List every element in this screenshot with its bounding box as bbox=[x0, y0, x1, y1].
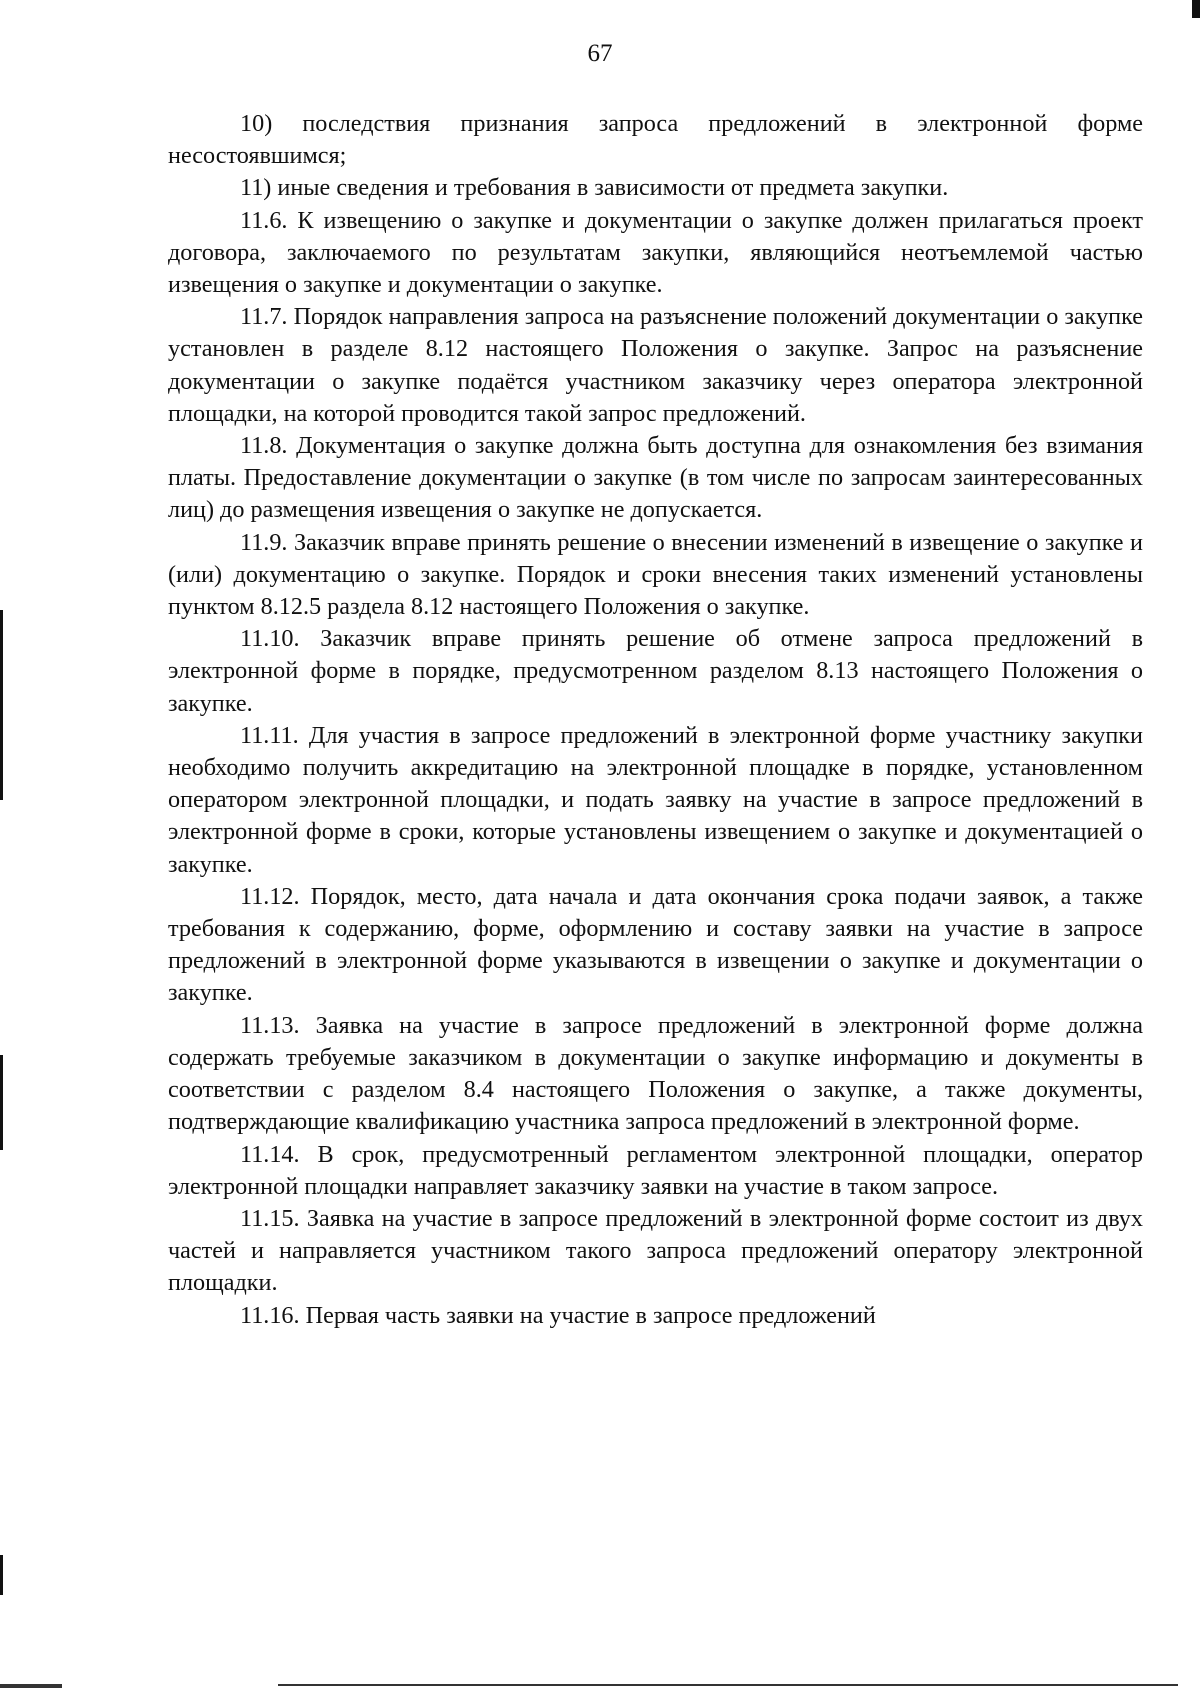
clause-11-15: 11.15. Заявка на участие в запросе предложений в электронной форме состоит из двух частей и направляется участником такого запроса предложений оператору электронной площадки. bbox=[168, 1204, 1143, 1297]
list-item-11: 11) иные сведения и требования в зависимости от предмета закупки. bbox=[240, 174, 949, 202]
document-body bbox=[168, 108, 1143, 1332]
clause-11-16: 11.16. Первая часть заявки на участие в запросе предложений bbox=[240, 1301, 876, 1329]
clause-11-13: 11.13. Заявка на участие в запросе предложений в электронной форме должна содержать требуемые заказчиком в документации о закупке информацию и документы в соответствии с разделом 8.4 настоящего Положения о закупке, а также документы, подтверждающие квалификацию участника запроса предложений в электронной форме. bbox=[168, 1011, 1143, 1136]
clause-11-10: 11.10. Заказчик вправе принять решение об отмене запроса предложений в электронной форме в порядке, предусмотренном разделом 8.13 настоящего Положения о закупке. bbox=[168, 625, 1143, 717]
scan-bottom-line-left bbox=[0, 1684, 62, 1688]
clause-11-9: 11.9. Заказчик вправе принять решение о внесении изменений в извещение о закупке и (или) документацию о закупке. Порядок и сроки внесения таких изменений установлены пунктом 8.12.5 раздела 8.12 настоящего Положения о закупке. bbox=[168, 528, 1143, 621]
scan-edge-mark-left-2 bbox=[0, 1055, 3, 1150]
scan-edge-mark-left-1 bbox=[0, 610, 3, 800]
scan-bottom-line bbox=[278, 1684, 1178, 1686]
clause-11-12: 11.12. Порядок, место, дата начала и дата окончания срока подачи заявок, а также требования к содержанию, форме, оформлению и составу заявки на участие в запросе предложений в электронной форме указываются в извещении о закупке и документации о закупке. bbox=[168, 882, 1143, 1007]
scan-edge-mark-left-3 bbox=[0, 1555, 3, 1595]
list-item-10: 10) последствия признания запроса предложений в электронной форме несостоявшимся; bbox=[168, 110, 1143, 170]
clause-11-11: 11.11. Для участия в запросе предложений в электронной форме участнику закупки необходимо получить аккредитацию на электронной площадке в порядке, установленном оператором электронной площадки, и подать заявку на участие в запросе предложений в электронной форме в сроки, которые установлены извещением о закупке и документацией о закупке. bbox=[168, 721, 1143, 878]
clause-11-8: 11.8. Документация о закупке должна быть доступна для ознакомления без взимания платы. Предоставление документации о закупке (в том числе по запросам заинтересованных лиц) до размещения извещения о закупке не допускается. bbox=[168, 432, 1143, 524]
clause-11-7: 11.7. Порядок направления запроса на разъяснение положений документации о закупке установлен в разделе 8.12 настоящего Положения о закупке. Запрос на разъяснение документации о закупке подаётся участником заказчику через оператора электронной площадки, на которой проводится такой запрос предложений. bbox=[168, 303, 1143, 427]
page-number: 67 bbox=[587, 40, 613, 67]
clause-11-6: 11.6. К извещению о закупке и документации о закупке должен прилагаться проект договора, заключаемого по результатам закупки, являющийся неотъемлемой частью извещения о закупке и документации о закупке. bbox=[168, 206, 1143, 299]
scan-edge-mark-top-right bbox=[1192, 0, 1200, 18]
clause-11-14: 11.14. В срок, предусмотренный регламентом электронной площадки, оператор электронной площадки направляет заказчику заявки на участие в таком запросе. bbox=[168, 1140, 1143, 1200]
